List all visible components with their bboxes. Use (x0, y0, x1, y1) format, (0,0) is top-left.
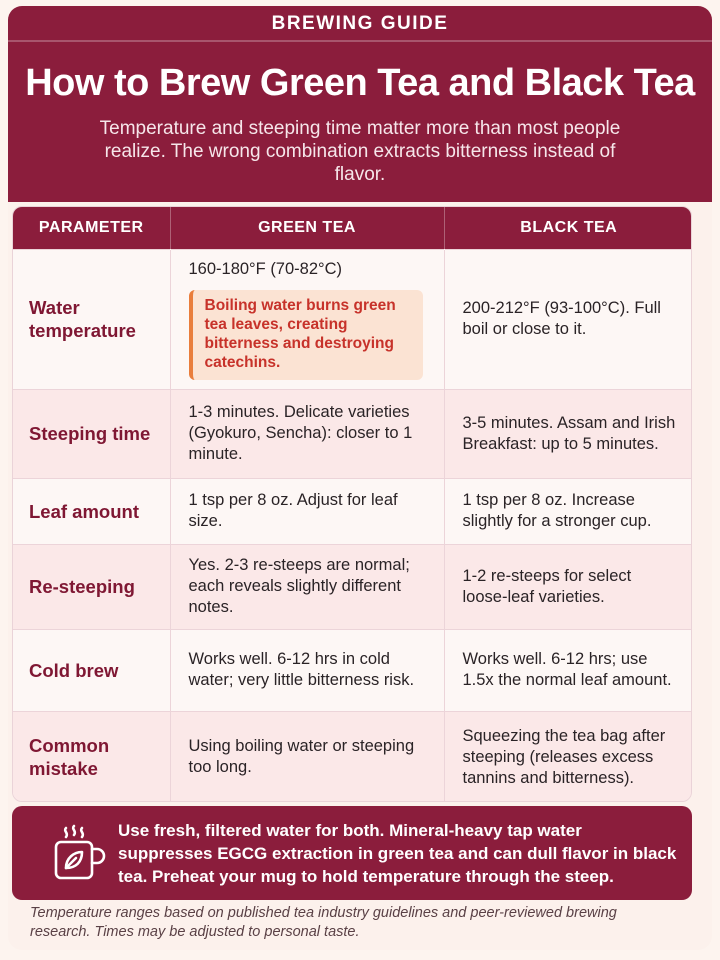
black-tea-cell: 1-2 re-steeps for select loose-leaf varieties. (444, 544, 692, 629)
green-tea-cell: 1 tsp per 8 oz. Adjust for leaf size. (170, 478, 444, 544)
parameter-cell: Leaf amount (13, 478, 170, 544)
parameter-cell: Water temperature (13, 249, 170, 389)
black-tea-cell: 1 tsp per 8 oz. Increase slightly for a stronger cup. (444, 478, 692, 544)
parameter-cell: Steeping time (13, 389, 170, 478)
header (8, 6, 712, 202)
column-header-parameter: PARAMETER (13, 207, 170, 249)
warning-callout: Boiling water burns green tea leaves, creating bitterness and destroying catechins. (189, 290, 423, 380)
black-tea-cell: 200-212°F (93-100°C). Full boil or close to it. (444, 249, 692, 389)
tea-mug-icon (48, 820, 112, 884)
green-tea-cell: 1-3 minutes. Delicate varieties (Gyokuro, Sencha): closer to 1 minute. (170, 389, 444, 478)
green-tea-cell: Using boiling water or steeping too long. (170, 711, 444, 802)
page-title: How to Brew Green Tea and Black Tea (25, 62, 695, 104)
black-tea-cell: 3-5 minutes. Assam and Irish Breakfast: up to 5 minutes. (444, 389, 692, 478)
green-tea-cell: Yes. 2-3 re-steeps are normal; each reveals slightly different notes. (170, 544, 444, 629)
black-tea-cell: Squeezing the tea bag after steeping (releases excess tannins and bitterness). (444, 711, 692, 802)
tip-callout (12, 806, 692, 900)
table-row (13, 249, 692, 389)
tip-text: Use fresh, filtered water for both. Mineral-heavy tap water suppresses EGCG extraction in green tea and can dull flavor in black tea. Preheat your mug to hold temperature through the steep. (118, 821, 677, 886)
parameter-cell: Re-steeping (13, 544, 170, 629)
parameter-cell: Cold brew (13, 629, 170, 711)
page-subtitle: Temperature and steeping time matter more than most people realize. The wrong combination extracts bitterness instead of flavor. (99, 118, 621, 185)
table-row (13, 389, 692, 478)
table-row (13, 544, 692, 629)
green-tea-value: 160-180°F (70-82°C) (188, 259, 343, 278)
parameter-cell: Common mistake (13, 711, 170, 802)
footnote: Temperature ranges based on published tea industry guidelines and peer-reviewed brewing research. Times may be adjusted to personal taste. (30, 905, 617, 940)
comparison-table (12, 206, 692, 802)
column-header-green-tea: GREEN TEA (170, 207, 444, 249)
green-tea-cell (170, 249, 444, 389)
table-row (13, 629, 692, 711)
column-header-black-tea: BLACK TEA (444, 207, 692, 249)
table-row (13, 711, 692, 802)
table-row (13, 478, 692, 544)
eyebrow-label: BREWING GUIDE (8, 6, 712, 42)
black-tea-cell: Works well. 6-12 hrs; use 1.5x the normal leaf amount. (444, 629, 692, 711)
table-header-row (13, 207, 692, 249)
green-tea-cell: Works well. 6-12 hrs in cold water; very little bitterness risk. (170, 629, 444, 711)
